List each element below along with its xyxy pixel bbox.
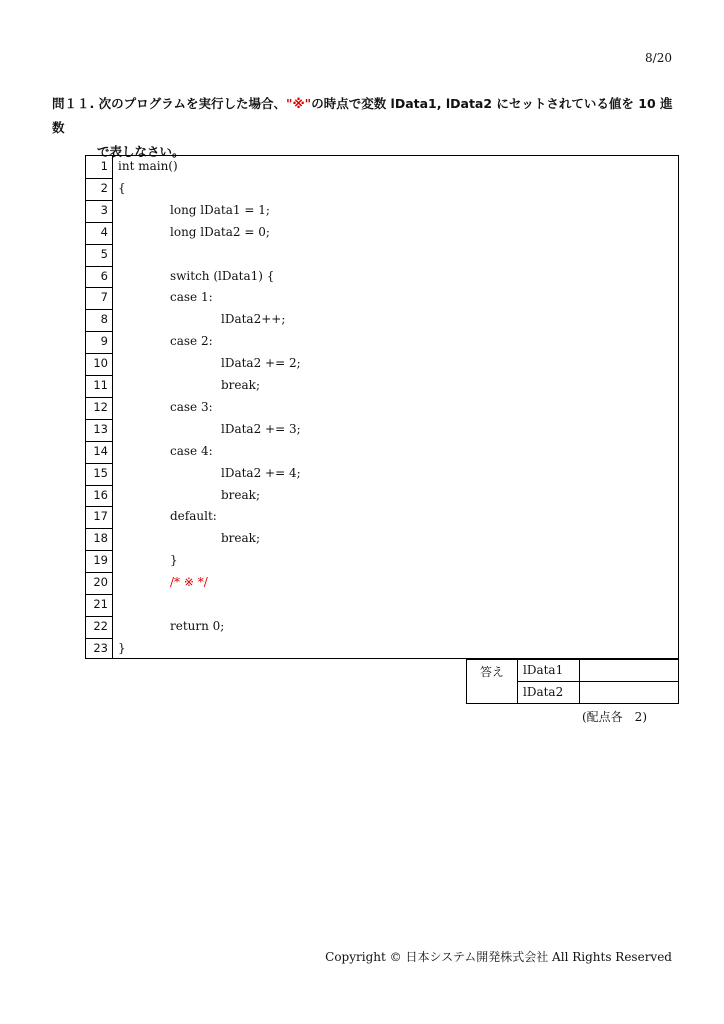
code-line [86, 616, 678, 638]
code-line [86, 550, 678, 572]
line-number-divider [86, 287, 112, 288]
code-line [86, 331, 678, 353]
code-text: } [118, 640, 126, 655]
line-number-divider [86, 178, 112, 179]
line-number-divider [86, 528, 112, 529]
line-number: 1 [100, 159, 108, 173]
line-number: 21 [93, 597, 108, 611]
line-number: 4 [100, 224, 108, 239]
line-number-divider [86, 616, 112, 617]
line-number-divider [86, 266, 112, 267]
line-number-divider [86, 222, 112, 223]
answer-field-ldata1[interactable] [580, 660, 678, 682]
code-line [86, 506, 678, 528]
question-text [52, 92, 682, 164]
code-text: lData2++; [221, 312, 286, 327]
line-number: 22 [93, 618, 108, 633]
code-text: long lData2 = 0; [170, 224, 270, 239]
line-number: 9 [100, 334, 108, 349]
line-number: 16 [93, 487, 108, 502]
code-listing [85, 155, 679, 659]
page-number: 8/20 [645, 51, 672, 65]
code-text: { [118, 180, 126, 195]
code-line [86, 353, 678, 375]
code-line [86, 178, 678, 200]
code-line [86, 156, 678, 178]
code-line [86, 463, 678, 485]
question-text-after: の時点で変数 lData1, lData2 にセットされている値を 10 進数 [52, 96, 673, 135]
code-text: return 0; [170, 618, 225, 633]
code-text: switch (lData1) { [170, 268, 275, 283]
code-text: int main() [118, 159, 178, 173]
code-text: case 3: [170, 399, 213, 414]
code-line [86, 441, 678, 463]
code-line [86, 200, 678, 222]
code-text: case 2: [170, 334, 213, 349]
code-text: } [170, 553, 178, 568]
copyright: Copyright © 日本システム開発株式会社 All Rights Reserved [325, 950, 672, 964]
line-number: 13 [93, 421, 108, 436]
code-text: lData2 += 3; [221, 421, 301, 436]
code-text: case 1: [170, 290, 213, 305]
code-text: long lData1 = 1; [170, 202, 270, 217]
line-number: 7 [100, 290, 108, 305]
code-text: /* ※ */ [170, 575, 208, 590]
line-number-divider [86, 572, 112, 573]
line-number: 18 [93, 531, 108, 546]
line-number: 17 [93, 509, 108, 524]
line-number-divider [86, 397, 112, 398]
code-line [86, 222, 678, 244]
line-number: 2 [100, 180, 108, 195]
code-line [86, 309, 678, 331]
code-text: break; [221, 531, 260, 546]
line-number: 11 [93, 378, 108, 392]
code-line [86, 528, 678, 550]
code-line [86, 266, 678, 288]
line-number: 20 [93, 575, 108, 590]
line-number: 23 [93, 640, 108, 655]
line-number-divider [86, 200, 112, 201]
line-number-divider [86, 441, 112, 442]
code-text: lData2 += 2; [221, 356, 301, 371]
line-number-divider [86, 375, 112, 376]
code-line [86, 638, 678, 660]
code-text: case 4: [170, 443, 213, 458]
line-number: 12 [93, 399, 108, 414]
code-line [86, 375, 678, 397]
question-text-line2: で表しなさい。 [97, 144, 185, 159]
answer-var-ldata1: lData1 [517, 660, 580, 682]
line-number: 14 [93, 443, 108, 458]
answer-table [466, 659, 679, 704]
code-text: break; [221, 378, 260, 392]
question-number: 問１１. [52, 96, 95, 111]
answer-field-ldata2[interactable] [580, 682, 678, 704]
line-number: 6 [100, 268, 108, 283]
code-line [86, 485, 678, 507]
line-number-divider [86, 244, 112, 245]
line-number-divider [86, 463, 112, 464]
code-text: break; [221, 487, 260, 502]
code-line [86, 287, 678, 309]
line-number-divider [86, 485, 112, 486]
code-line [86, 419, 678, 441]
code-text: default: [170, 509, 217, 524]
line-number-divider [86, 594, 112, 595]
answer-var-ldata2: lData2 [517, 682, 580, 704]
code-line [86, 594, 678, 616]
code-line [86, 572, 678, 594]
line-number-divider [86, 419, 112, 420]
code-line [86, 397, 678, 419]
question-text-before: 次のプログラムを実行した場合、 [98, 96, 286, 111]
line-number: 5 [100, 246, 108, 261]
code-line [86, 244, 678, 266]
line-number: 10 [93, 356, 108, 371]
question-marker: "※" [286, 96, 312, 111]
line-number-divider [86, 638, 112, 639]
line-number: 3 [100, 202, 108, 217]
line-number-divider [86, 550, 112, 551]
line-number: 15 [93, 465, 108, 480]
points-note: (配点各 2) [582, 710, 647, 724]
line-number: 19 [93, 553, 108, 568]
line-number-divider [86, 506, 112, 507]
line-number-divider [86, 309, 112, 310]
line-number: 8 [100, 312, 108, 327]
answer-label: 答え [467, 660, 518, 703]
line-number-divider [86, 331, 112, 332]
line-number-divider [86, 353, 112, 354]
code-text: lData2 += 4; [221, 465, 301, 480]
